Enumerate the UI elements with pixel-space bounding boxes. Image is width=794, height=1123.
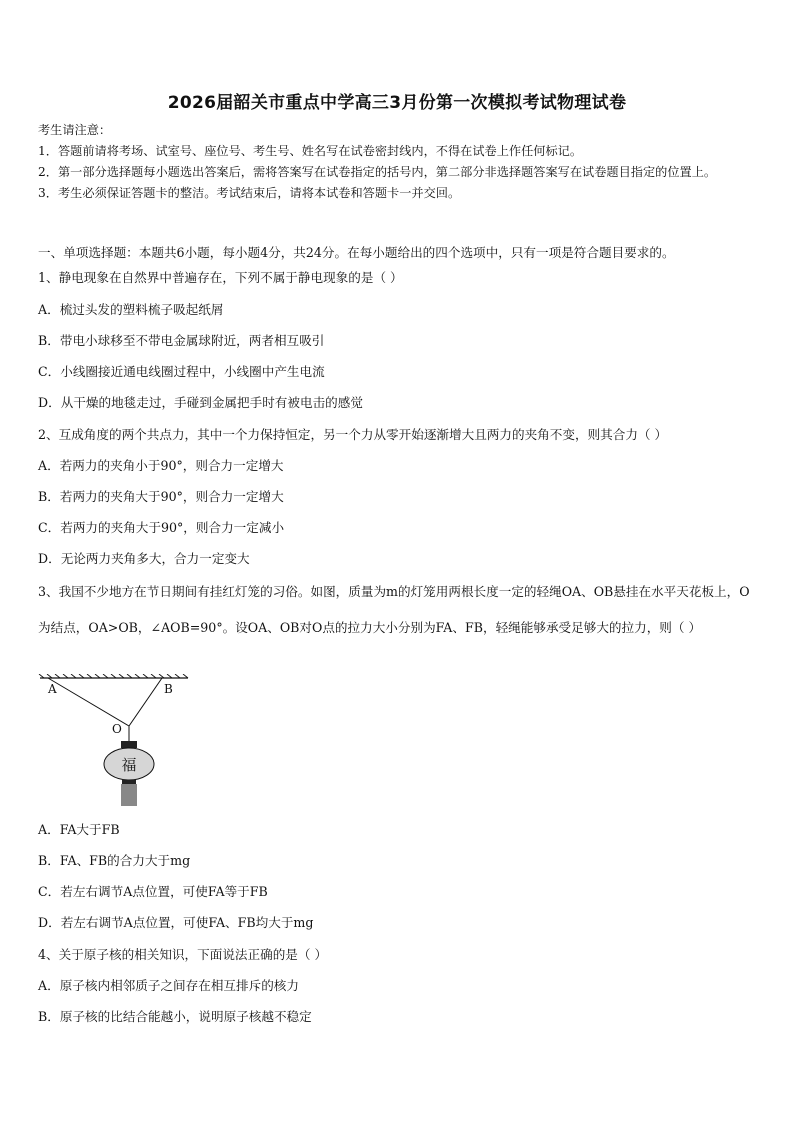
page-title: 2026届韶关市重点中学高三3月份第一次模拟考试物理试卷 xyxy=(167,93,627,113)
option-c: C．若两力的夹角大于90°，则合力一定减小 xyxy=(38,520,285,535)
option-a: A．若两力的夹角小于90°，则合力一定增大 xyxy=(38,458,284,473)
option-a: A．FA大于FB xyxy=(38,822,120,837)
option-b: B．带电小球移至不带电金属球附近，两者相互吸引 xyxy=(38,333,325,348)
notice-item: 3．考生必须保证答题卡的整洁。考试结束后，请将本试卷和答题卡一并交回。 xyxy=(38,186,461,200)
question-stem: 1、静电现象在自然界中普遍存在，下列不属于静电现象的是（ ） xyxy=(38,270,403,285)
notice-block xyxy=(38,120,760,204)
lantern-cap xyxy=(121,741,137,748)
option-c: C．若左右调节A点位置，可使FA等于FB xyxy=(38,884,268,899)
label-o: O xyxy=(112,722,122,736)
option-a: A．梳过头发的塑料梳子吸起纸屑 xyxy=(38,302,224,317)
option-c: C．小线圈接近通电线圈过程中，小线圈中产生电流 xyxy=(38,364,325,379)
option-a: A．原子核内相邻质子之间存在相互排斥的核力 xyxy=(38,978,299,993)
label-b: B xyxy=(164,682,173,696)
option-d: D．从干燥的地毯走过，手碰到金属把手时有被电击的感觉 xyxy=(38,395,363,410)
question-stem: 2、互成角度的两个共点力，其中一个力保持恒定，另一个力从零开始逐渐增大且两力的夹角不变，则其合力（ ） xyxy=(38,427,668,442)
option-b: B．FA、FB的合力大于mg xyxy=(38,853,191,868)
rope-ob xyxy=(129,678,162,726)
option-d: D．若左右调节A点位置，可使FA、FB均大于mg xyxy=(38,915,314,930)
option-b: B．若两力的夹角大于90°，则合力一定增大 xyxy=(38,489,284,504)
lantern-tassel xyxy=(122,784,136,806)
lantern-character: 福 xyxy=(121,756,137,774)
rope-oa xyxy=(48,678,129,726)
lantern-diagram xyxy=(36,674,196,810)
question-stem: 4、关于原子核的相关知识，下面说法正确的是（ ） xyxy=(38,947,328,962)
option-d: D．无论两力夹角多大，合力一定变大 xyxy=(38,551,250,566)
lantern-bottom xyxy=(122,780,136,784)
option-b: B．原子核的比结合能越小，说明原子核越不稳定 xyxy=(38,1009,312,1024)
question-stem: 3、我国不少地方在节日期间有挂红灯笼的习俗。如图，质量为m的灯笼用两根长度一定的轻绳OA、OB悬挂在水平天花板上，O为结点，OA>OB，∠AOB=90°。设OA、OB对O点的拉力大小分别为FA、FB，轻绳能够承受足够大的拉力，则（ ） xyxy=(38,584,750,635)
notice-item: 2．第一部分选择题每小题选出答案后，需将答案写在试卷指定的括号内，第二部分非选择题答案写在试卷题目指定的位置上。 xyxy=(38,165,717,179)
label-a: A xyxy=(48,682,57,696)
notice-heading: 考生请注意： xyxy=(38,123,112,137)
notice-item: 1．答题前请将考场、试室号、座位号、考生号、姓名写在试卷密封线内，不得在试卷上作任何标记。 xyxy=(38,144,583,158)
section-heading: 一、单项选择题：本题共6小题，每小题4分，共24分。在每小题给出的四个选项中，只有一项是符合题目要求的。 xyxy=(38,245,675,260)
